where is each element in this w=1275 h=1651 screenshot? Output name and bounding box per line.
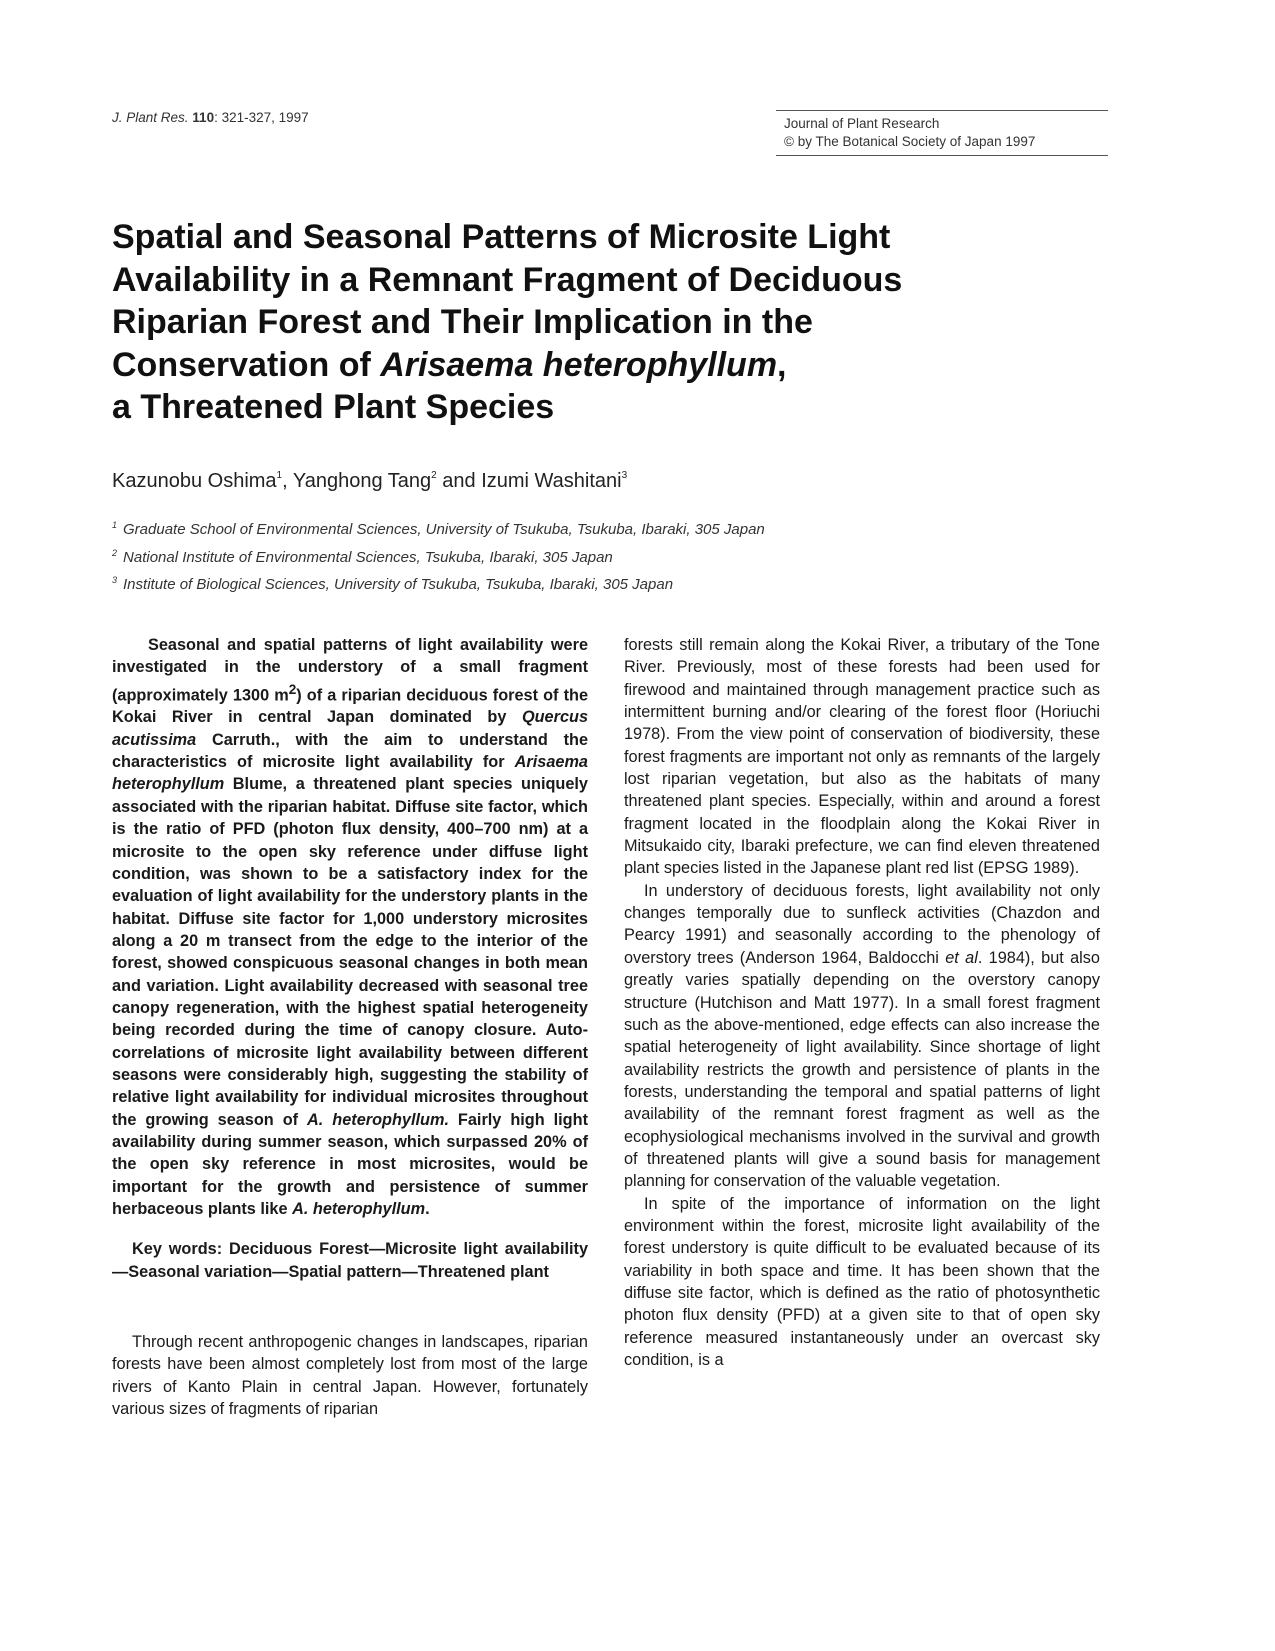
title-line: Conservation of [112, 345, 381, 384]
title-line: Riparian Forest and Their Implication in the [112, 303, 813, 341]
body-paragraph [624, 880, 1100, 1193]
body-paragraph: In spite of the importance of information on the light environment within the forest, microsite light availability of the forest understory is quite difficult to be evaluated because of its variability in both space and time. It has been shown that the diffuse site factor, which is defined as the ratio of photosynthetic photon flux density (PFD) at a given site to that of open sky reference measured instantaneously under an overcast sky condition, is a [624, 1194, 1100, 1369]
affiliation-item [112, 514, 765, 542]
author-name: Kazunobu Oshima [112, 470, 277, 492]
affil-mark: 1 [112, 520, 118, 530]
species-name: A. heterophyllum [292, 1200, 426, 1219]
title-line: Availability in a Remnant Fragment of Deciduous [112, 260, 903, 299]
abstract-text: . [425, 1200, 430, 1219]
italic-text: et al [945, 948, 978, 967]
author-separator: and [436, 470, 482, 492]
affil-mark: 2 [112, 547, 118, 558]
left-column [112, 634, 588, 1420]
intro-paragraph: Through recent anthropogenic changes in landscapes, riparian forests have been almost completely lost from most of the large rivers of Kanto Plain in central Japan. However, fortunately various sizes of fragments of riparian [112, 1333, 588, 1419]
body-text: In understory of deciduous forests, light availability not only changes temporally due to sunfleck activities (Chazdon and Pearcy 1991) and seasonally according to the phenology of overstory trees (Anderson 1964, Baldocchi [624, 881, 1100, 967]
species-name: A. heterophyllum. [307, 1110, 449, 1129]
affiliation-text: Institute of Biological Sciences, University of Tsukuba, Tsukuba, Ibaraki, 305 Japan [123, 576, 674, 593]
author-name: Izumi Washitani [481, 470, 622, 492]
affil-mark: 3 [112, 575, 118, 585]
abstract-text: Carruth., with the aim to understand the characteristics of microsite light availability for [112, 730, 588, 772]
affiliation-item [112, 569, 765, 597]
title-punct: , [777, 345, 787, 384]
author-separator: , [282, 470, 293, 492]
body-text: . 1984), but also greatly varies spatially depending on the overstory canopy structure (Hutchison and Matt 1977). In a small forest fragment such as the above-mentioned, edge effects can also increase the spatial heterogeneity of light availability. Since shortage of light availability restricts the growth and persistence of plants in the forests, understanding the temporal and spatial patterns of light availability of the remnant forest fragment as well as the ecophysiological mechanisms involved in the survival and growth of threatened plants will give a sound basis for management planning for conservation of the valuable vegetation. [624, 948, 1100, 1191]
author-list [112, 470, 627, 493]
journal-copyright-box [776, 110, 1108, 156]
keywords: Key words: Deciduous Forest—Microsite light availability—Seasonal variation—Spatial pattern—Threatened plant [112, 1240, 588, 1281]
abstract-text: Seasonal and spatial patterns of light availability were investigated in the understory of a small fragment (approximately 1300 m [112, 636, 588, 705]
journal-citation [112, 110, 309, 125]
paper-title [112, 216, 932, 429]
body-paragraph: forests still remain along the Kokai River, a tributary of the Tone River. Previously, most of these forests had been used for firewood and maintained through management practice such as intermittent burning and/or clearing of the forest floor (Horiuchi 1978). From the view point of conservation of biodiversity, these forest fragments are important not only as remnants of the largely lost riparian vegetation, but also as the habitats of many threatened plant species. Especially, within and around a forest fragment located in the floodplain along the Kokai River in Mitsukaido city, Ibaraki prefecture, we can find eleven threatened plant species listed in the Japanese plant red list (EPSG 1989). [624, 636, 1100, 878]
affiliation-text: Graduate School of Environmental Sciences, University of Tsukuba, Tsukuba, Ibaraki, 305 Japan [123, 521, 765, 538]
journal-abbreviation: J. Plant Res. [112, 110, 189, 125]
volume-number: 110 [192, 110, 215, 125]
abstract-text: Blume, a threatened plant species uniquely associated with the riparian habitat. Diffuse site factor, which is the ratio of PFD (photon flux density, 400–700 nm) at a microsite to the open sky reference under diffuse light condition, was shown to be a satisfactory index for the evaluation of light availability for the understory plants in the habitat. Diffuse site factor for 1,000 understory microsites along a 20 m transect from the edge to the interior of the forest, showed conspicuous seasonal changes in both mean and variation. Light availability decreased with seasonal tree canopy regeneration, with the highest spatial heterogeneity being recorded during the time of canopy closure. Auto-correlations of microsite light availability between different seasons were considerably high, suggesting the stability of relative light availability for individual microsites throughout the growing season of [112, 775, 588, 1129]
species-name: Arisaema heterophyllum [112, 753, 588, 794]
affil-mark: 1 [276, 470, 283, 481]
affiliation-text: National Institute of Environmental Sciences, Tsukuba, Ibaraki, 305 Japan [123, 548, 613, 566]
abstract-text: ) of a riparian deciduous forest of the Kokai River in central Japan dominated by [112, 686, 588, 727]
title-line: Spatial and Seasonal Patterns of Microsite Light [112, 218, 891, 256]
title-line: a Threatened Plant Species [112, 388, 555, 426]
affil-mark: 3 [621, 470, 628, 481]
right-column [624, 634, 1100, 1371]
species-name: Quercus acutissima [112, 708, 588, 749]
affil-mark: 2 [431, 470, 437, 481]
journal-name: Journal of Plant Research [784, 116, 940, 131]
author-name: Yanghong Tang [292, 470, 432, 492]
species-name: Arisaema heterophyllum [380, 345, 778, 384]
abstract-text: Fairly high light availability during summer season, which surpassed 20% of the open sky reference in most microsites, would be important for the growth and persistence of summer herbaceous plants like [112, 1110, 588, 1219]
abstract [112, 634, 588, 1220]
affiliation-item [112, 542, 765, 570]
copyright-notice: © by The Botanical Society of Japan 1997 [784, 134, 1036, 149]
superscript: 2 [288, 681, 297, 697]
page-range: : 321-327, 1997 [214, 110, 309, 125]
affiliations [112, 514, 765, 597]
